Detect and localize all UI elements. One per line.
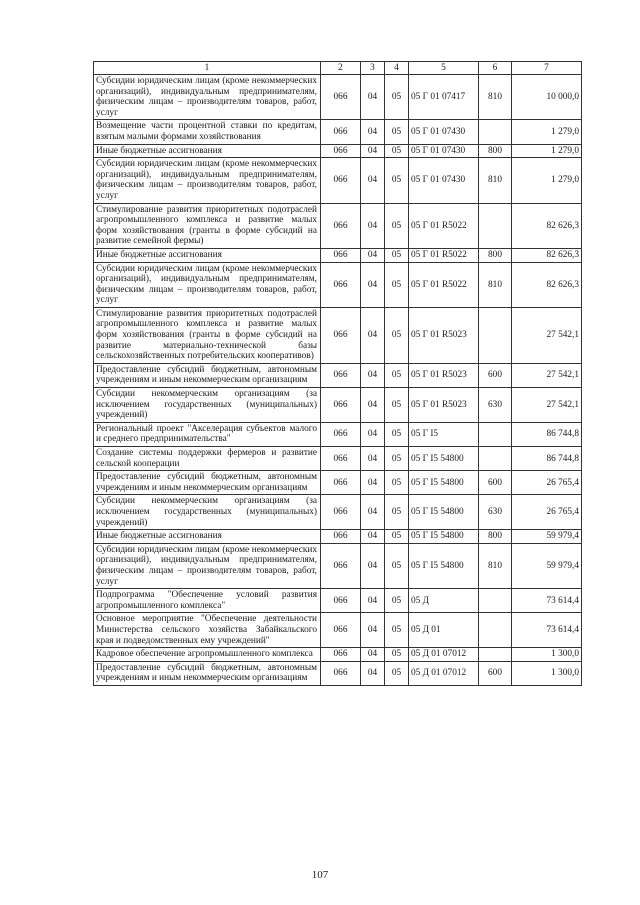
- table-row: [94, 661, 582, 685]
- header-row: [94, 62, 582, 75]
- cell-expense-type: 600: [479, 661, 512, 685]
- table-row: [94, 543, 582, 588]
- cell-section: 04: [361, 422, 385, 446]
- column-header: 1: [94, 62, 321, 75]
- cell-amount: 1 300,0: [512, 648, 582, 662]
- cell-grbs: 066: [321, 262, 361, 307]
- cell-name: Стимулирование развития приоритетных подотраслей агропромышленного комплекса и развитие малых форм хозяйствования (гранты в форме субсидий на развитие семейной фермы): [94, 203, 321, 248]
- cell-grbs: 066: [321, 648, 361, 662]
- cell-amount: 1 279,0: [512, 158, 582, 203]
- cell-target-article: 05 Г I5 54800: [409, 495, 479, 530]
- cell-name: Субсидии юридическим лицам (кроме некоммерческих организаций), индивидуальным предпринимателям, физическим лицам – производителям товаров, работ, услуг: [94, 75, 321, 120]
- cell-grbs: 066: [321, 661, 361, 685]
- cell-section: 04: [361, 307, 385, 363]
- cell-subsection: 05: [385, 75, 409, 120]
- cell-target-article: 05 Г I5: [409, 422, 479, 446]
- cell-expense-type: [479, 613, 512, 648]
- cell-amount: 27 542,1: [512, 388, 582, 423]
- cell-expense-type: 800: [479, 530, 512, 544]
- cell-amount: 59 979,4: [512, 530, 582, 544]
- table-row: [94, 75, 582, 120]
- table-row: [94, 307, 582, 363]
- cell-amount: 26 765,4: [512, 471, 582, 495]
- cell-amount: 10 000,0: [512, 75, 582, 120]
- cell-expense-type: 800: [479, 144, 512, 158]
- cell-grbs: 066: [321, 543, 361, 588]
- cell-expense-type: 810: [479, 543, 512, 588]
- cell-subsection: 05: [385, 422, 409, 446]
- cell-subsection: 05: [385, 307, 409, 363]
- cell-target-article: 05 Г 01 07417: [409, 75, 479, 120]
- table-row: [94, 262, 582, 307]
- cell-subsection: 05: [385, 530, 409, 544]
- cell-grbs: 066: [321, 422, 361, 446]
- cell-subsection: 05: [385, 495, 409, 530]
- cell-name: Предоставление субсидий бюджетным, автономным учреждениям и иным некоммерческим организациям: [94, 661, 321, 685]
- page-number: 107: [311, 869, 329, 881]
- cell-target-article: 05 Д 01 07012: [409, 661, 479, 685]
- cell-amount: 27 542,1: [512, 363, 582, 387]
- cell-subsection: 05: [385, 447, 409, 471]
- cell-grbs: 066: [321, 495, 361, 530]
- cell-name: Иные бюджетные ассигнования: [94, 530, 321, 544]
- table-row: [94, 613, 582, 648]
- table-row: [94, 248, 582, 262]
- table-row: [94, 144, 582, 158]
- column-header: 2: [321, 62, 361, 75]
- cell-section: 04: [361, 120, 385, 144]
- cell-expense-type: [479, 648, 512, 662]
- cell-expense-type: [479, 589, 512, 613]
- cell-expense-type: [479, 422, 512, 446]
- cell-grbs: 066: [321, 203, 361, 248]
- cell-subsection: 05: [385, 543, 409, 588]
- cell-subsection: 05: [385, 120, 409, 144]
- cell-grbs: 066: [321, 144, 361, 158]
- cell-section: 04: [361, 248, 385, 262]
- cell-subsection: 05: [385, 262, 409, 307]
- cell-section: 04: [361, 75, 385, 120]
- cell-subsection: 05: [385, 388, 409, 423]
- cell-target-article: 05 Г 01 R5022: [409, 248, 479, 262]
- cell-grbs: 066: [321, 120, 361, 144]
- cell-name: Субсидии некоммерческим организациям (за исключением государственных (муниципальных) учреждений): [94, 495, 321, 530]
- table-row: [94, 447, 582, 471]
- cell-expense-type: 810: [479, 158, 512, 203]
- cell-amount: 82 626,3: [512, 262, 582, 307]
- table-row: [94, 422, 582, 446]
- cell-expense-type: 810: [479, 75, 512, 120]
- cell-amount: 73 614,4: [512, 589, 582, 613]
- cell-target-article: 05 Д: [409, 589, 479, 613]
- cell-target-article: 05 Г I5 54800: [409, 530, 479, 544]
- cell-target-article: 05 Г 01 07430: [409, 144, 479, 158]
- cell-amount: 1 279,0: [512, 120, 582, 144]
- cell-target-article: 05 Д 01: [409, 613, 479, 648]
- cell-grbs: 066: [321, 363, 361, 387]
- cell-section: 04: [361, 661, 385, 685]
- cell-section: 04: [361, 648, 385, 662]
- cell-expense-type: 630: [479, 388, 512, 423]
- cell-subsection: 05: [385, 613, 409, 648]
- cell-subsection: 05: [385, 589, 409, 613]
- table-row: [94, 471, 582, 495]
- cell-section: 04: [361, 158, 385, 203]
- cell-name: Субсидии юридическим лицам (кроме некоммерческих организаций), индивидуальным предпринимателям, физическим лицам – производителям товаров, работ, услуг: [94, 158, 321, 203]
- cell-target-article: 05 Г 01 07430: [409, 120, 479, 144]
- cell-amount: 86 744,8: [512, 422, 582, 446]
- cell-grbs: 066: [321, 530, 361, 544]
- cell-amount: 86 744,8: [512, 447, 582, 471]
- cell-grbs: 066: [321, 471, 361, 495]
- cell-section: 04: [361, 363, 385, 387]
- column-header: 4: [385, 62, 409, 75]
- cell-section: 04: [361, 144, 385, 158]
- cell-grbs: 066: [321, 307, 361, 363]
- column-header: 3: [361, 62, 385, 75]
- cell-name: Возмещение части процентной ставки по кредитам, взятым малыми формами хозяйствования: [94, 120, 321, 144]
- cell-expense-type: [479, 447, 512, 471]
- cell-subsection: 05: [385, 661, 409, 685]
- cell-grbs: 066: [321, 613, 361, 648]
- cell-section: 04: [361, 530, 385, 544]
- cell-subsection: 05: [385, 203, 409, 248]
- cell-name: Подпрограмма "Обеспечение условий развития агропромышленного комплекса": [94, 589, 321, 613]
- cell-name: Предоставление субсидий бюджетным, автономным учреждениям и иным некоммерческим организациям: [94, 363, 321, 387]
- cell-subsection: 05: [385, 648, 409, 662]
- cell-target-article: 05 Г I5 54800: [409, 447, 479, 471]
- table-row: [94, 363, 582, 387]
- cell-subsection: 05: [385, 248, 409, 262]
- cell-expense-type: 600: [479, 471, 512, 495]
- cell-section: 04: [361, 471, 385, 495]
- cell-target-article: 05 Г I5 54800: [409, 471, 479, 495]
- cell-expense-type: 600: [479, 363, 512, 387]
- table-row: [94, 648, 582, 662]
- cell-amount: 1 279,0: [512, 144, 582, 158]
- table-row: [94, 530, 582, 544]
- cell-section: 04: [361, 589, 385, 613]
- cell-section: 04: [361, 388, 385, 423]
- cell-grbs: 066: [321, 589, 361, 613]
- column-header: 5: [409, 62, 479, 75]
- table-row: [94, 120, 582, 144]
- cell-grbs: 066: [321, 158, 361, 203]
- cell-target-article: 05 Г I5 54800: [409, 543, 479, 588]
- budget-table: [93, 61, 582, 686]
- cell-target-article: 05 Г 01 R5023: [409, 363, 479, 387]
- cell-amount: 1 300,0: [512, 661, 582, 685]
- cell-name: Стимулирование развития приоритетных подотраслей агропромышленного комплекса и развитие малых форм хозяйствования (гранты в форме субсидий на развитие материально-технической базы сельскохозяйственных потребительских кооперативов): [94, 307, 321, 363]
- column-header: 7: [512, 62, 582, 75]
- cell-name: Основное мероприятие "Обеспечение деятельности Министерства сельского хозяйства Забайкальского края и подведомственных ему учреждений": [94, 613, 321, 648]
- column-header: 6: [479, 62, 512, 75]
- cell-grbs: 066: [321, 248, 361, 262]
- cell-name: Предоставление субсидий бюджетным, автономным учреждениям и иным некоммерческим организациям: [94, 471, 321, 495]
- cell-amount: 27 542,1: [512, 307, 582, 363]
- cell-section: 04: [361, 543, 385, 588]
- cell-target-article: 05 Г 01 R5022: [409, 262, 479, 307]
- cell-target-article: 05 Г 01 R5023: [409, 307, 479, 363]
- cell-grbs: 066: [321, 388, 361, 423]
- cell-amount: 59 979,4: [512, 543, 582, 588]
- cell-subsection: 05: [385, 144, 409, 158]
- cell-section: 04: [361, 447, 385, 471]
- cell-expense-type: [479, 120, 512, 144]
- cell-name: Создание системы поддержки фермеров и развитие сельской кооперации: [94, 447, 321, 471]
- cell-expense-type: 810: [479, 262, 512, 307]
- cell-section: 04: [361, 262, 385, 307]
- cell-name: Иные бюджетные ассигнования: [94, 248, 321, 262]
- cell-amount: 73 614,4: [512, 613, 582, 648]
- cell-target-article: 05 Г 01 R5023: [409, 388, 479, 423]
- cell-subsection: 05: [385, 363, 409, 387]
- cell-target-article: 05 Г 01 07430: [409, 158, 479, 203]
- table-row: [94, 495, 582, 530]
- table-row: [94, 589, 582, 613]
- cell-subsection: 05: [385, 471, 409, 495]
- cell-expense-type: 630: [479, 495, 512, 530]
- cell-name: Кадровое обеспечение агропромышленного комплекса: [94, 648, 321, 662]
- cell-section: 04: [361, 613, 385, 648]
- cell-expense-type: [479, 203, 512, 248]
- cell-grbs: 066: [321, 447, 361, 471]
- table-row: [94, 388, 582, 423]
- cell-name: Субсидии юридическим лицам (кроме некоммерческих организаций), индивидуальным предпринимателям, физическим лицам – производителям товаров, работ, услуг: [94, 543, 321, 588]
- cell-name: Субсидии некоммерческим организациям (за исключением государственных (муниципальных) учреждений): [94, 388, 321, 423]
- cell-amount: 26 765,4: [512, 495, 582, 530]
- cell-name: Иные бюджетные ассигнования: [94, 144, 321, 158]
- cell-amount: 82 626,3: [512, 248, 582, 262]
- cell-amount: 82 626,3: [512, 203, 582, 248]
- cell-target-article: 05 Д 01 07012: [409, 648, 479, 662]
- cell-name: Субсидии юридическим лицам (кроме некоммерческих организаций), индивидуальным предпринимателям, физическим лицам – производителям товаров, работ, услуг: [94, 262, 321, 307]
- cell-expense-type: 800: [479, 248, 512, 262]
- cell-section: 04: [361, 203, 385, 248]
- cell-expense-type: [479, 307, 512, 363]
- table-row: [94, 203, 582, 248]
- table-row: [94, 158, 582, 203]
- cell-grbs: 066: [321, 75, 361, 120]
- cell-name: Региональный проект "Акселерация субъектов малого и среднего предпринимательства": [94, 422, 321, 446]
- cell-section: 04: [361, 495, 385, 530]
- cell-subsection: 05: [385, 158, 409, 203]
- cell-target-article: 05 Г 01 R5022: [409, 203, 479, 248]
